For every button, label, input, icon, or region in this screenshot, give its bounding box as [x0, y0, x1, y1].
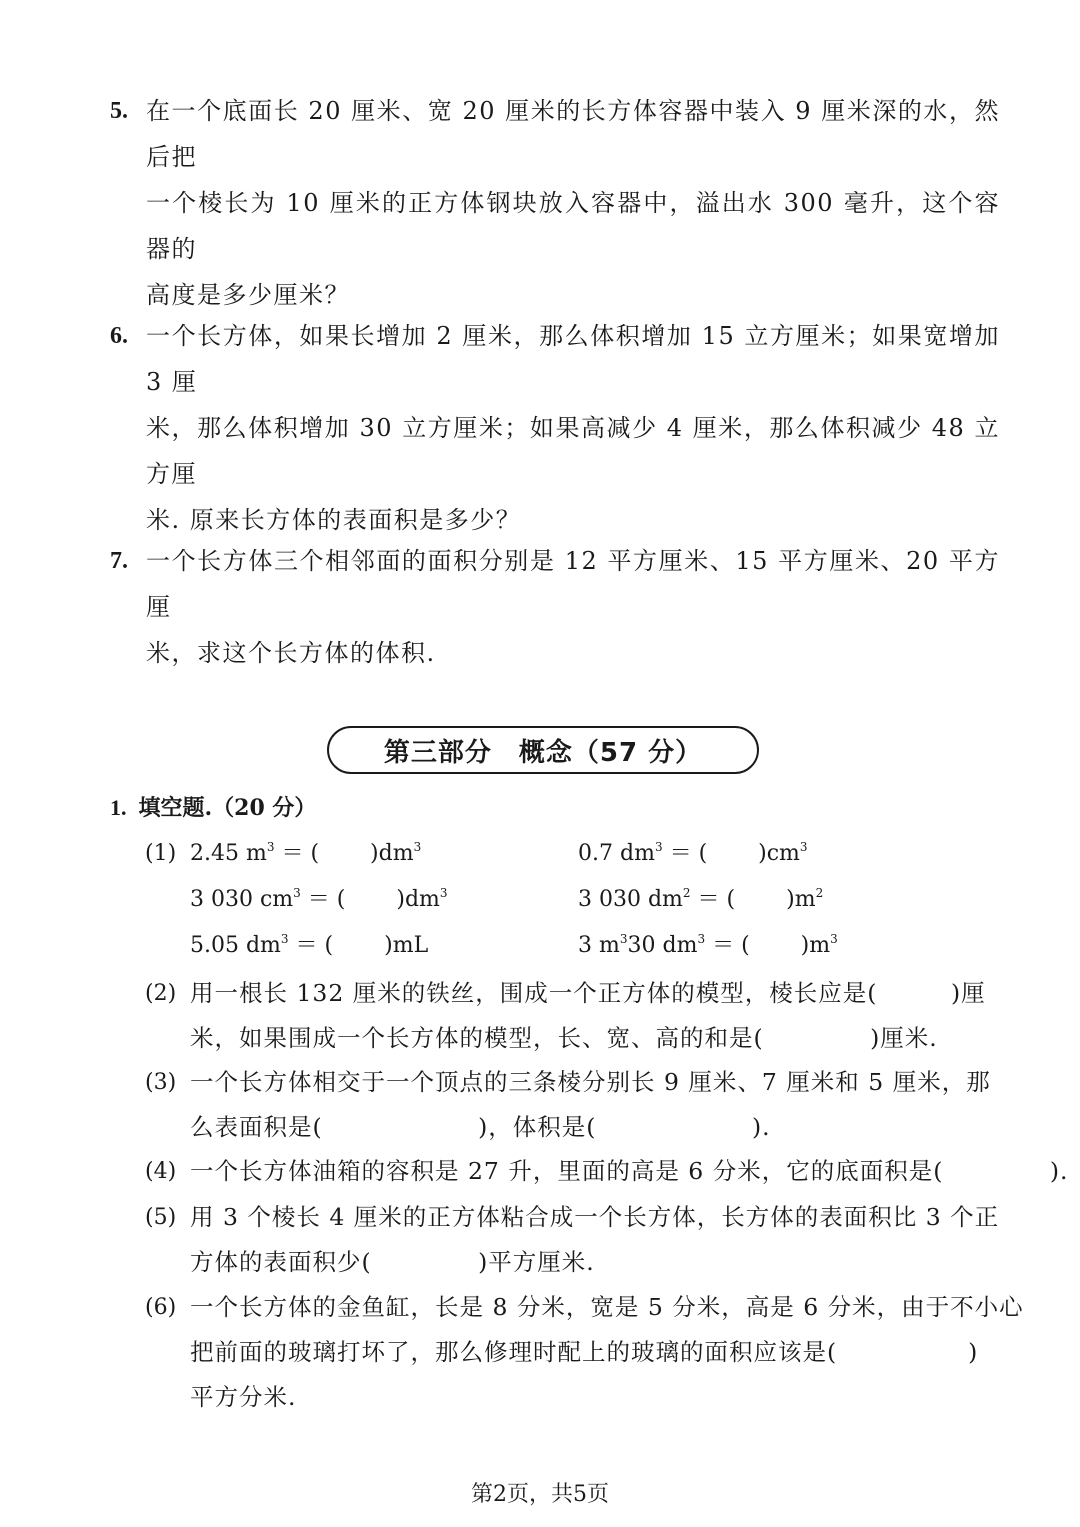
- problem-line: 一个长方体，如果长增加 2 厘米，那么体积增加 15 立方厘米；如果宽增加 3 厘: [146, 322, 1000, 396]
- problem-7: [110, 538, 1000, 676]
- conversion-blank: [190, 928, 428, 964]
- problem-line: 高度是多少厘米？: [146, 281, 350, 309]
- conversion-text: 3 m: [578, 933, 620, 958]
- problem-line: 在一个底面长 20 厘米、宽 20 厘米的长方体容器中装入 9 厘米深的水，然后把: [146, 97, 1000, 171]
- exponent: 3: [280, 932, 289, 946]
- sub-question-tag: (6): [145, 1295, 177, 1320]
- sub-question-4: [145, 1149, 1069, 1194]
- exponent: 3: [697, 932, 706, 946]
- conversion-text: ＝ ( )mL: [288, 933, 429, 958]
- exponent: 3: [830, 932, 838, 946]
- exponent: 3: [293, 886, 301, 900]
- sub-question-tag: (5): [145, 1205, 177, 1230]
- sub-question-2: [145, 971, 1000, 1061]
- sub-question-line: 用 3 个棱长 4 厘米的正方体粘合成一个长方体，长方体的表面积比 3 个正: [190, 1203, 1000, 1231]
- conversion-blank: [578, 928, 838, 964]
- problem-number: 6.: [110, 323, 128, 349]
- problem-line: 一个长方体三个相邻面的面积分别是 12 平方厘米、15 平方厘米、20 平方厘: [146, 547, 1000, 621]
- exponent: 3: [654, 840, 663, 854]
- problem-line: 一个棱长为 10 厘米的正方体钢块放入容器中，溢出水 300 毫升，这个容器的: [146, 189, 1000, 263]
- sub-question-line: 方体的表面积少( )平方厘米.: [190, 1248, 595, 1276]
- sub-question-text: [190, 1195, 1000, 1285]
- question-title: 填空题.（20 分）: [138, 795, 317, 821]
- sub-question-text: [190, 1149, 1069, 1194]
- sub-question-text: [190, 1060, 1000, 1150]
- sub-question-tag: (4): [145, 1159, 177, 1184]
- conversion-text: ＝ ( )dm: [274, 841, 414, 866]
- conversion-text: ＝ ( )cm: [662, 841, 800, 866]
- problem-5: [110, 88, 1000, 318]
- sub-question-tag: (3): [145, 1070, 177, 1095]
- sub-question-line: 平方分米.: [190, 1383, 297, 1411]
- problem-6: [110, 313, 1000, 543]
- problem-text: [146, 88, 1000, 318]
- conversion-text: ＝ ( )m: [705, 933, 831, 958]
- sub-question-text: [190, 1285, 1024, 1420]
- sub-question-line: 么表面积是( )，体积是( ).: [190, 1113, 771, 1141]
- exponent: 3: [413, 840, 422, 854]
- sub-question-line: 米，如果围成一个长方体的模型，长、宽、高的和是( )厘米.: [190, 1024, 938, 1052]
- conversion-text: 0.7 dm: [578, 841, 655, 866]
- section-header: [327, 726, 759, 774]
- conversion-text: ＝ ( )dm: [300, 887, 440, 912]
- conversion-blank: [578, 882, 823, 918]
- conversion-blank: [190, 882, 448, 918]
- sub-question-1-tag: (1): [145, 841, 177, 866]
- sub-question-line: 一个长方体油箱的容积是 27 升，里面的高是 6 分米，它的底面积是( ).: [190, 1157, 1069, 1185]
- exponent: 3: [619, 932, 628, 946]
- sub-question-tag: (2): [145, 981, 177, 1006]
- problem-line: 米. 原来长方体的表面积是多少？: [146, 506, 522, 534]
- exponent: 2: [815, 886, 824, 900]
- conversion-text: 30 dm: [627, 933, 698, 958]
- exponent: 2: [682, 886, 691, 900]
- conversion-text: 5.05 dm: [190, 933, 281, 958]
- page-number: 第2页，共5页: [471, 1482, 609, 1507]
- sub-question-3: [145, 1060, 1000, 1150]
- question-number: 1.: [110, 795, 127, 820]
- problem-number: 5.: [110, 98, 128, 124]
- problem-text: [146, 313, 1000, 543]
- conversion-text: ＝ ( )m: [690, 887, 816, 912]
- conversion-blank: [190, 836, 421, 872]
- exponent: 3: [799, 840, 808, 854]
- section-title: 第三部分 概念（57 分）: [383, 737, 703, 768]
- sub-question-line: 把前面的玻璃打坏了，那么修理时配上的玻璃的面积应该是( ): [190, 1338, 979, 1366]
- problem-number: 7.: [110, 548, 128, 574]
- conversion-text: 2.45 m: [190, 841, 267, 866]
- conversion-text: 3 030 cm: [190, 887, 294, 912]
- sub-question-line: 用一根长 132 厘米的铁丝，围成一个正方体的模型，棱长应是( )厘: [190, 979, 986, 1007]
- exponent: 3: [266, 840, 275, 854]
- sub-question-5: [145, 1195, 1000, 1285]
- sub-question-text: [190, 971, 1000, 1061]
- problem-text: [146, 538, 1000, 676]
- exponent: 3: [439, 886, 448, 900]
- sub-question-line: 一个长方体的金鱼缸，长是 8 分米，宽是 5 分米，高是 6 分米，由于不小心: [190, 1293, 1024, 1321]
- sub-question-6: [145, 1285, 1024, 1420]
- problem-line: 米，那么体积增加 30 立方厘米；如果高减少 4 厘米，那么体积减少 48 立方厘: [146, 414, 1000, 488]
- conversion-blank: [578, 836, 808, 872]
- sub-question-line: 一个长方体相交于一个顶点的三条棱分别长 9 厘米、7 厘米和 5 厘米，那: [190, 1068, 991, 1096]
- problem-line: 米，求这个长方体的体积.: [146, 639, 436, 667]
- conversion-text: 3 030 dm: [578, 887, 683, 912]
- question-1-heading: [110, 790, 316, 826]
